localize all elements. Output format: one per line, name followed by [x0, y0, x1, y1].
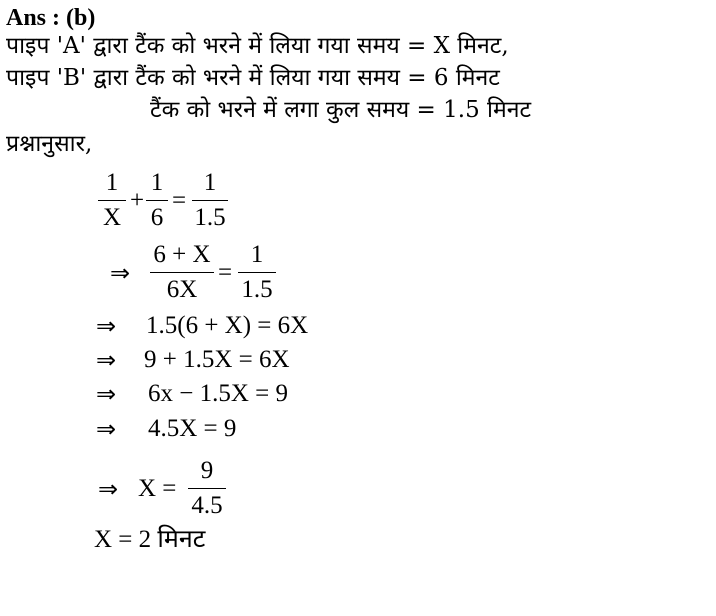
- step-5: 6x − 1.5X = 9: [148, 380, 289, 407]
- numerator: 1: [105, 169, 119, 196]
- fraction-1-over-x: [98, 168, 126, 233]
- numerator: 6 + X: [153, 241, 211, 268]
- fraction-9-over-4-5: [188, 456, 226, 521]
- final-result: X = 2 मिनट: [94, 526, 206, 553]
- step-3: 1.5(6 + X) = 6X: [146, 312, 309, 339]
- implies-arrow: ⇒: [98, 475, 119, 503]
- step-4: 9 + 1.5X = 6X: [144, 346, 290, 373]
- numerator: 9: [200, 457, 214, 484]
- implies-arrow: ⇒: [96, 380, 117, 408]
- plus-sign: +: [130, 187, 145, 214]
- fraction-1-over-1-5: [192, 168, 228, 233]
- equals-sign: =: [218, 259, 233, 286]
- denominator: 6: [150, 204, 164, 231]
- given-line-total: टैंक को भरने में लगा कुल समय = 1.5 मिनट: [150, 97, 532, 123]
- lhs-x-equals: X =: [138, 475, 177, 502]
- denominator: 1.5: [194, 204, 226, 231]
- numerator: 1: [203, 169, 217, 196]
- implies-arrow: ⇒: [96, 346, 117, 374]
- given-line-a: पाइप 'A' द्वारा टैंक को भरने में लिया गया समय = X मिनट,: [6, 33, 509, 59]
- implies-arrow: ⇒: [96, 312, 117, 340]
- according-label: प्रश्नानुसार,: [6, 131, 93, 157]
- step-6: 4.5X = 9: [148, 415, 237, 442]
- given-line-b: पाइप 'B' द्वारा टैंक को भरने में लिया गया समय = 6 मिनट: [6, 65, 500, 91]
- equals-sign: =: [172, 187, 187, 214]
- denominator: 6X: [166, 276, 198, 303]
- numerator: 1: [250, 241, 264, 268]
- denominator: X: [102, 204, 122, 231]
- denominator: 1.5: [241, 276, 273, 303]
- answer-label: Ans : (b): [6, 5, 96, 31]
- fraction-1-over-6: [146, 168, 168, 233]
- fraction-1-over-1-5: [238, 240, 276, 305]
- implies-arrow: ⇒: [110, 259, 131, 287]
- denominator: 4.5: [191, 492, 223, 519]
- fraction-6-plus-x-over-6x: [150, 240, 214, 305]
- numerator: 1: [150, 169, 164, 196]
- implies-arrow: ⇒: [96, 415, 117, 443]
